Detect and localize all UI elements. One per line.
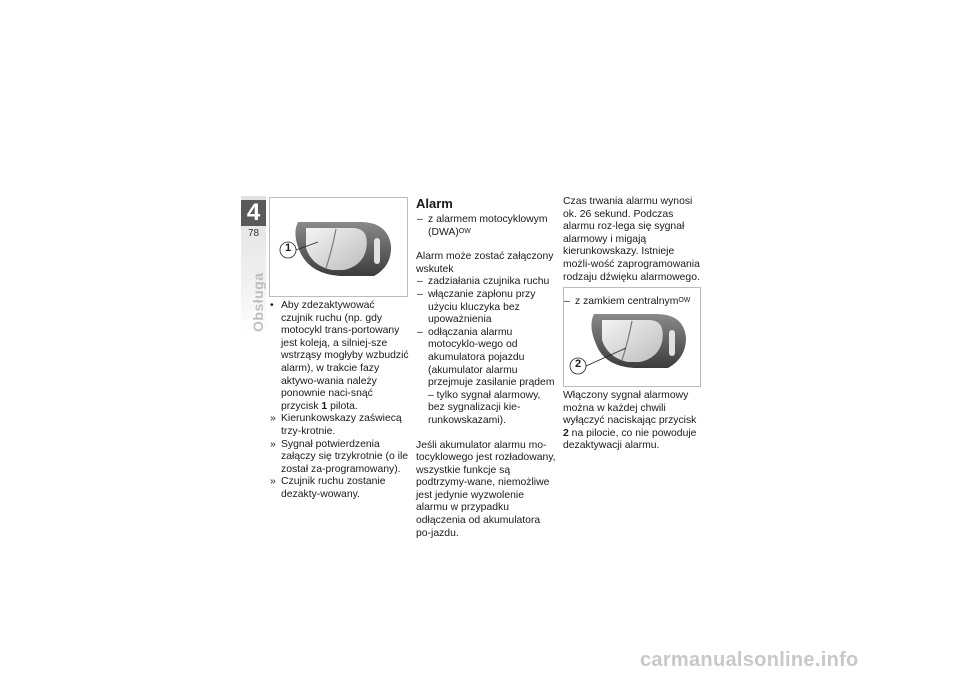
watermark: carmanualsonline.info xyxy=(640,649,859,671)
chapter-number: 4 xyxy=(241,200,266,226)
figure-label-1: 1 xyxy=(284,242,292,254)
page-number: 78 xyxy=(247,228,260,239)
result-item: » Sygnał potwierdzenia załączy się trzykrotnie (o ile został za-programowany). xyxy=(270,438,409,475)
remote-key-figure-1 xyxy=(269,197,408,297)
alarm-cancel-text: Włączony sygnał alarmowy można w każdej chwili wyłączyć naciskając przycisk 2 na pilocie, co nie powoduje dezaktywacji alarmu. xyxy=(563,390,697,452)
result-item: » Kierunkowskazy zaświecą trzy-krotnie. xyxy=(270,413,402,437)
instruction-step: • Aby zdezaktywować czujnik ruchu (np. gdy motocykl trans-portowany jest koleją, a silniej-sze wstrząsy mogłyby wzbudzić alarm), w trakcie fazy aktywo-wania należy ponownie naci-snąć przycisk 1 pilota. xyxy=(270,300,409,412)
section-heading: Alarm xyxy=(416,196,453,211)
column-1 xyxy=(269,300,409,502)
result-item: » Czujnik ruchu zostanie dezakty-wowany. xyxy=(270,476,386,500)
figure-label-2: 2 xyxy=(574,358,582,370)
list-item: – włączanie zapłonu przy użyciu kluczyka bez upoważnienia xyxy=(417,288,536,326)
alarm-duration-text: Czas trwania alarmu wynosi ok. 26 sekund. Podczas alarmu roz-lega się sygnał alarmowy i migają kierunkowskazy. Istnieje możli-wość zaprogramowania rodzaju dźwięku alarmowego. xyxy=(563,196,700,283)
option-item: – z zamkiem centralnym$^{OW}$ xyxy=(564,296,691,308)
column-3 xyxy=(563,196,703,309)
bullet-marker: • xyxy=(270,300,274,311)
intro-text: Alarm może zostać załączony wskutek xyxy=(416,251,554,275)
list-item: – odłączania alarmu motocyklo-wego od akumulatora pojazdu (akumulator alarmu przejmuje zasilanie prądem – tylko sygnał alarmowy, bez sygnalizacji kie-runkowskazami). xyxy=(417,326,555,426)
column-2 xyxy=(416,196,556,540)
battery-note: Jeśli akumulator alarmu mo-tocyklowego jest rozładowany, wszystkie funkcje są podtrzymy-wane, niemożliwe jest jedynie wyzwolenie alarmu w przypadku odłączenia od akumulatora po-jazdu. xyxy=(416,439,556,539)
section-title: Obsługa xyxy=(250,272,266,332)
list-item: – zadziałania czujnika ruchu xyxy=(417,276,550,288)
option-item: – z alarmem motocyklowym (DWA)$^{OW}$ xyxy=(417,214,548,238)
